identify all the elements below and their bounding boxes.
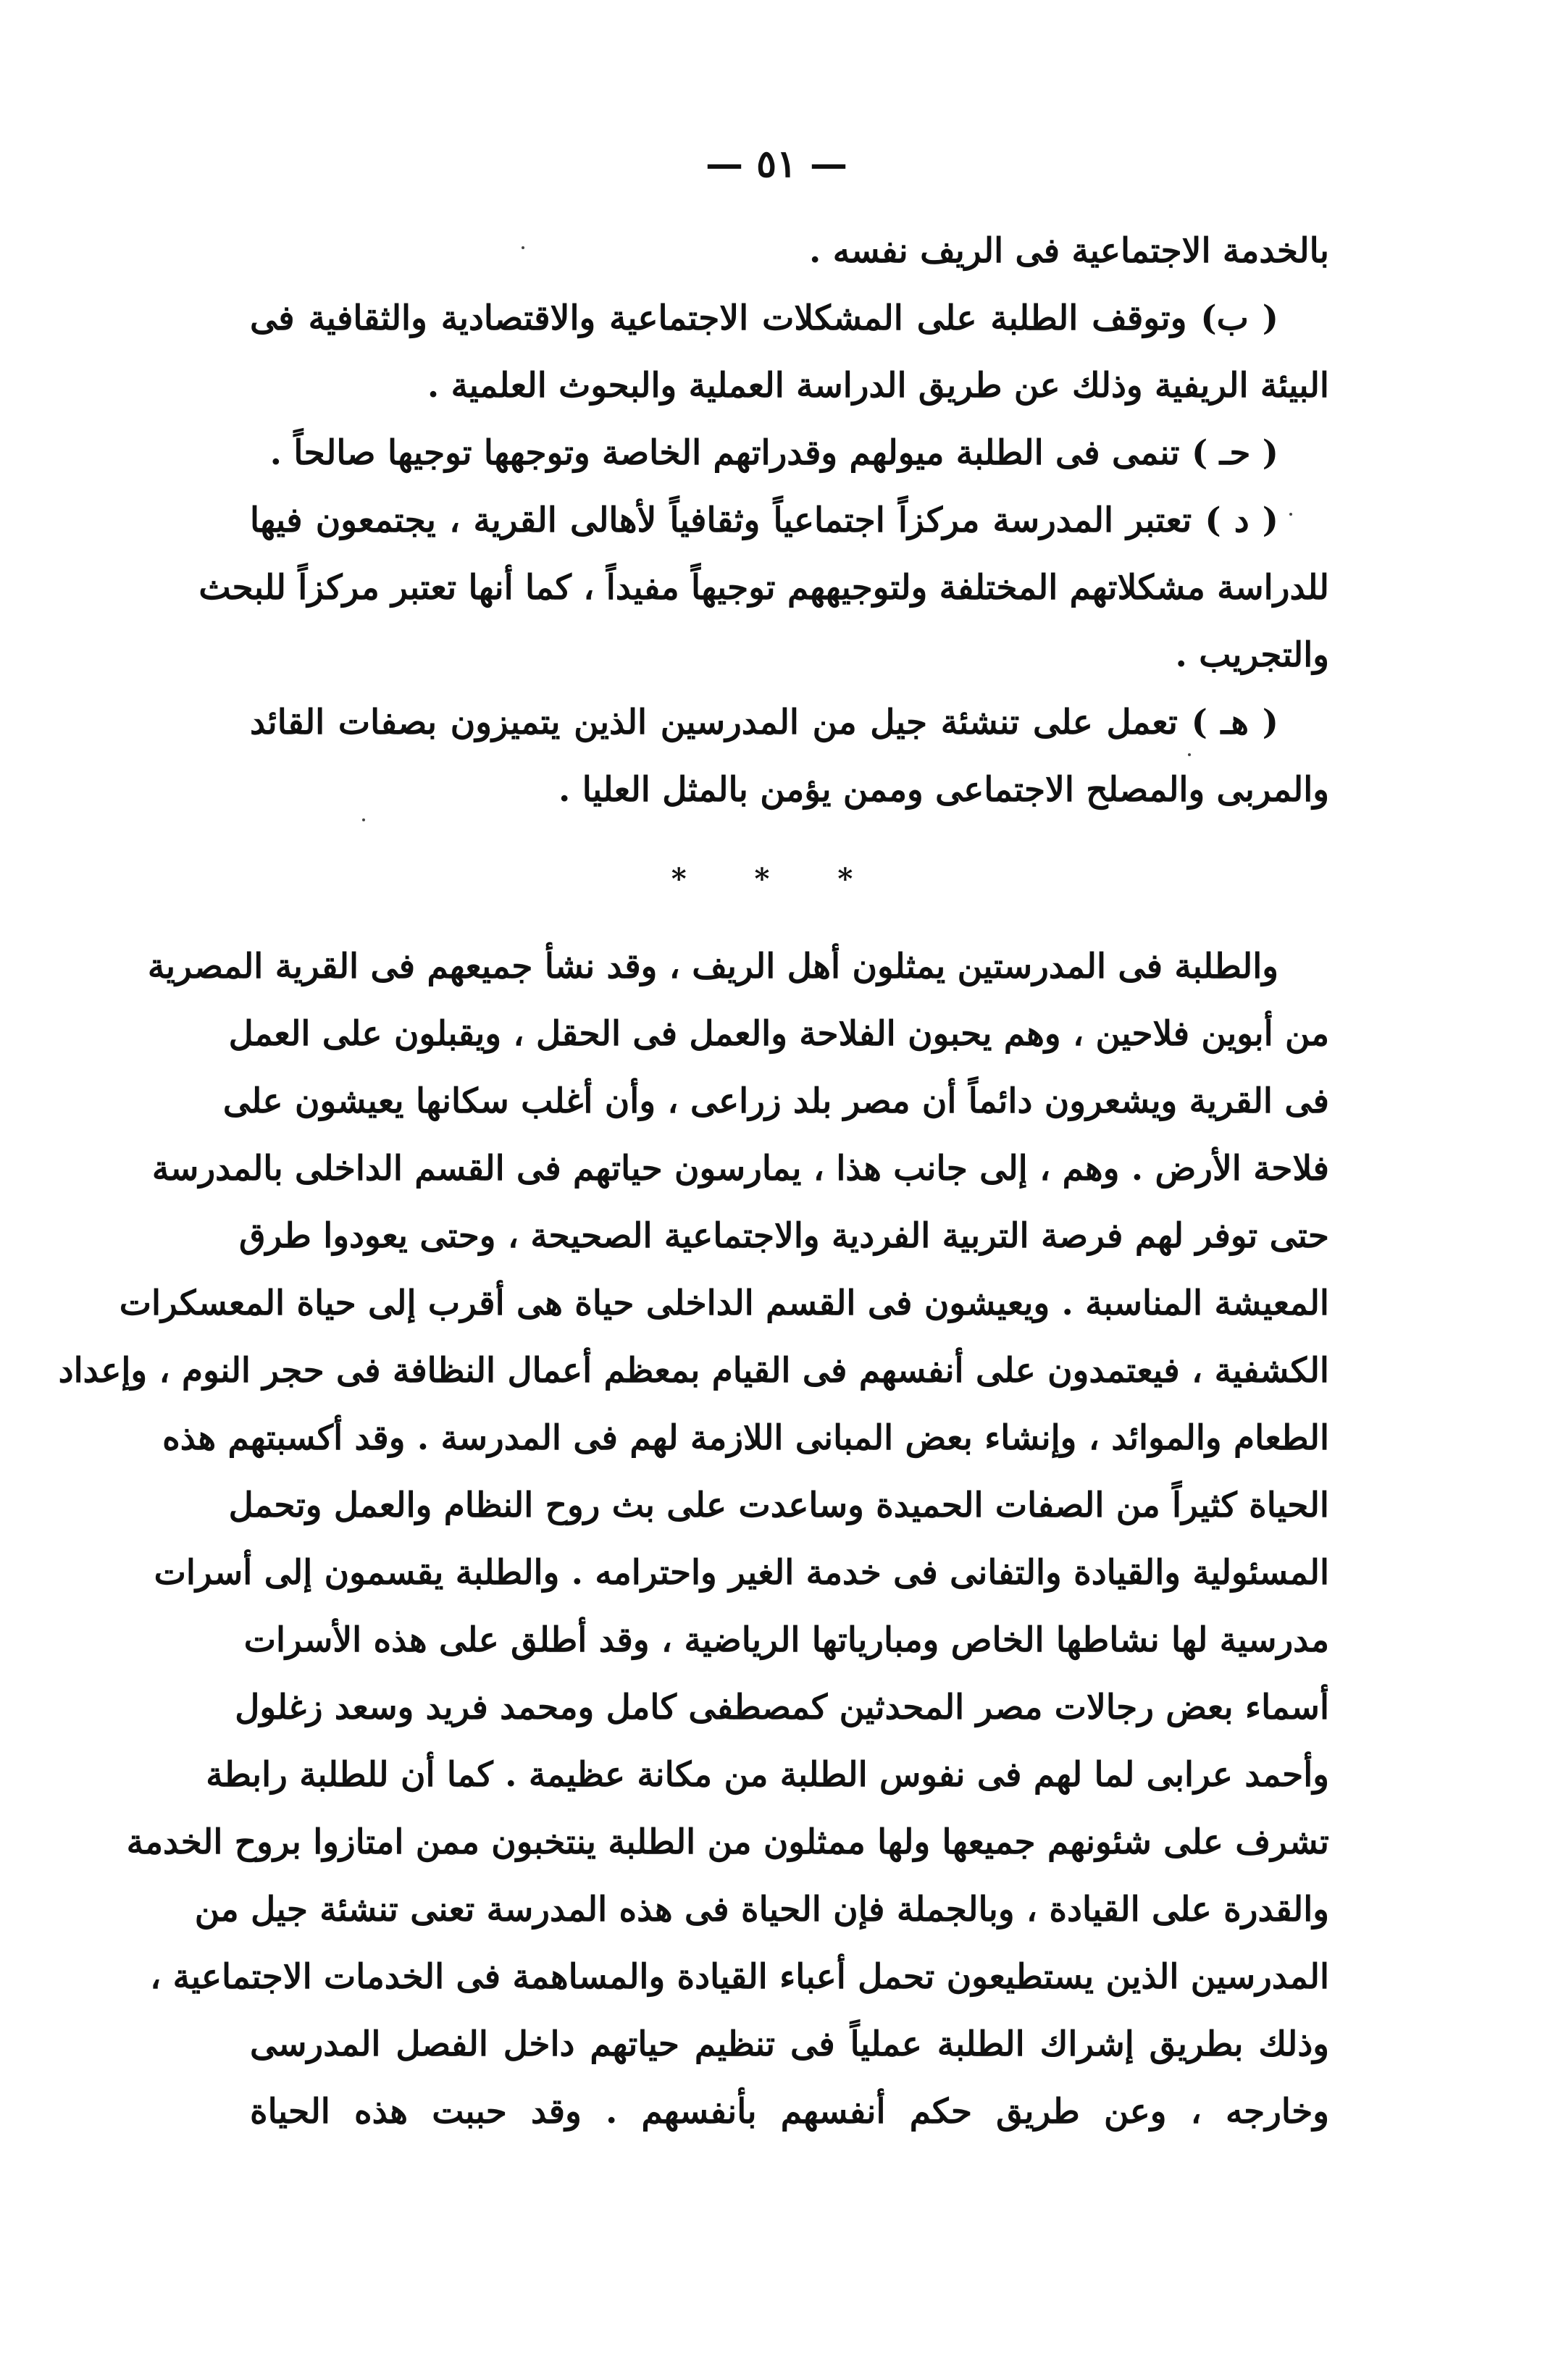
page-number: — ٥١ — — [705, 142, 848, 186]
scan-speck — [1289, 513, 1292, 516]
text-line: والتجريب . — [1175, 635, 1329, 675]
text-line: من أبوين فلاحين ، وهم يحبون الفلاحة والعمل فى الحقل ، ويقبلون على العمل — [228, 1014, 1329, 1054]
text-line: أسماء بعض رجالات مصر المحدثين كمصطفى كامل ومحمد فريد وسعد زغلول — [235, 1688, 1329, 1727]
scan-speck — [1188, 753, 1191, 756]
text-line: الكشفية ، فيعتمدون على أنفسهم فى القيام بمعظم أعمال النظافة فى حجر النوم ، وإعداد — [58, 1351, 1329, 1391]
text-line: مدرسية لها نشاطها الخاص ومبارياتها الرياضية ، وقد أطلق على هذه الأسرات — [243, 1620, 1329, 1660]
text-line: ( حـ ) تنمى فى الطلبة ميولهم وقدراتهم الخاصة وتوجهها توجيها صالحاً . — [269, 433, 1278, 473]
text-line: المدرسين الذين يستطيعون تحمل أعباء القيادة والمساهمة فى الخدمات الاجتماعية ، — [150, 1957, 1329, 1997]
text-line: الطعام والموائد ، وإنشاء بعض المبانى اللازمة لهم فى المدرسة . وقد أكسبتهم هذه — [162, 1418, 1329, 1458]
text-line: ( ب) وتوقف الطلبة على المشكلات الاجتماعية والاقتصادية والثقافية فى — [250, 298, 1278, 338]
text-line: بالخدمة الاجتماعية فى الريف نفسه . — [809, 231, 1329, 271]
section-b — [58, 933, 1329, 2145]
section-a — [198, 217, 1329, 824]
scan-speck — [362, 818, 365, 821]
text-line: المعيشة المناسبة . ويعيشون فى القسم الداخلى حياة هى أقرب إلى حياة المعسكرات — [119, 1283, 1329, 1323]
text-line: وأحمد عرابى لما لهم فى نفوس الطلبة من مكانة عظيمة . كما أن للطلبة رابطة — [206, 1755, 1329, 1795]
text-line: تشرف على شئونهم جميعها ولها ممثلون من الطلبة ينتخبون ممن امتازوا بروح الخدمة — [126, 1822, 1329, 1862]
text-line: وذلك بطريق إشراك الطلبة عملياً فى تنظيم حياتهم داخل الفصل المدرسى — [250, 2024, 1329, 2064]
text-line: للدراسة مشكلاتهم المختلفة ولتوجيههم توجيهاً مفيداً ، كما أنها تعتبر مركزاً للبحث — [198, 568, 1329, 608]
text-line: فى القرية ويشعرون دائماً أن مصر بلد زراعى ، وأن أغلب سكانها يعيشون على — [222, 1081, 1329, 1121]
text-line: المسئولية والقيادة والتفانى فى خدمة الغير واحترامه . والطلبة يقسمون إلى أسرات — [154, 1553, 1329, 1593]
text-line: والقدرة على القيادة ، وبالجملة فإن الحياة فى هذه المدرسة تعنى تنشئة جيل من — [194, 1890, 1329, 1929]
text-line: وخارجه ، وعن طريق حكم أنفسهم بأنفسهم . وقد حببت هذه الحياة — [250, 2092, 1329, 2132]
text-line: ( هـ ) تعمل على تنشئة جيل من المدرسين الذين يتميزون بصفات القائد — [250, 703, 1278, 742]
scan-speck — [522, 246, 524, 249]
section-separator: * * * — [671, 862, 882, 896]
text-line: ( د ) تعتبر المدرسة مركزاً اجتماعياً وثقافياً لأهالى القرية ، يجتمعون فيها — [250, 500, 1278, 540]
text-line: البيئة الريفية وذلك عن طريق الدراسة العملية والبحوث العلمية . — [427, 366, 1329, 406]
text-line: حتى توفر لهم فرصة التربية الفردية والاجتماعية الصحيحة ، وحتى يعودوا طرق — [239, 1216, 1329, 1256]
text-line: والمربى والمصلح الاجتماعى وممن يؤمن بالمثل العليا . — [558, 770, 1329, 810]
text-line: الحياة كثيراً من الصفات الحميدة وساعدت على بث روح النظام والعمل وتحمل — [228, 1486, 1329, 1525]
text-line: والطلبة فى المدرستين يمثلون أهل الريف ، وقد نشأ جميعهم فى القرية المصرية — [147, 947, 1278, 986]
text-line: فلاحة الأرض . وهم ، إلى جانب هذا ، يمارسون حياتهم فى القسم الداخلى بالمدرسة — [151, 1149, 1329, 1189]
